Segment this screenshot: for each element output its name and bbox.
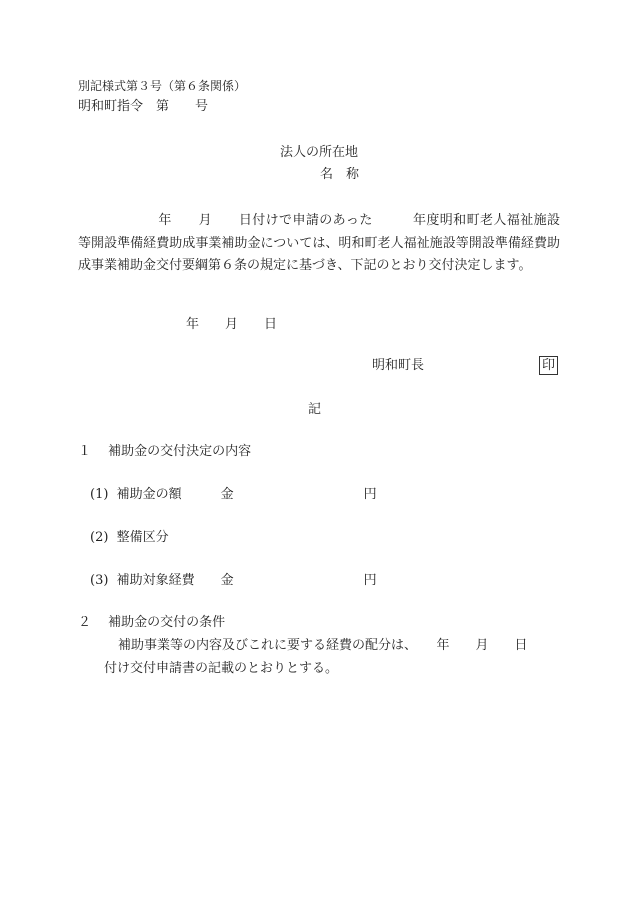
body-paragraph xyxy=(78,210,560,278)
condition-line-1: 補助事業等の内容及びこれに要する経費の配分は、 年 月 日 xyxy=(118,638,528,653)
recipient-name-label: 名 称 xyxy=(320,167,360,182)
issuer-name: 明和町長 xyxy=(372,358,425,373)
condition-line-2: 付け交付申請書の記載のとおりとする。 xyxy=(104,661,339,676)
item-category: (2) 整備区分 xyxy=(90,530,169,545)
item-subsidy-amount: (1) 補助金の額 金 円 xyxy=(90,487,377,502)
item-eligible-cost: (3) 補助対象経費 金 円 xyxy=(90,573,377,588)
directive-number: 明和町指令 第 号 xyxy=(78,99,209,114)
recipient-address-label: 法人の所在地 xyxy=(280,145,359,160)
form-number: 別記様式第３号（第６条関係） xyxy=(78,79,247,93)
issue-date: 年 月 日 xyxy=(186,317,278,332)
section-2-heading: ２ 補助金の交付の条件 xyxy=(78,615,226,630)
section-1-heading: １ 補助金の交付決定の内容 xyxy=(78,444,252,459)
ki-heading: 記 xyxy=(308,402,322,417)
seal-mark: 印 xyxy=(539,356,558,375)
body-text: 年 月 日付けで申請のあった 年度明和町老人福祉施設等開設準備経費助成事業補助金については、明和町老人福祉施設等開設準備経費助成事業補助金交付要綱第６条の規定に基づき、下記のとおり交付決定します。 xyxy=(78,213,560,273)
